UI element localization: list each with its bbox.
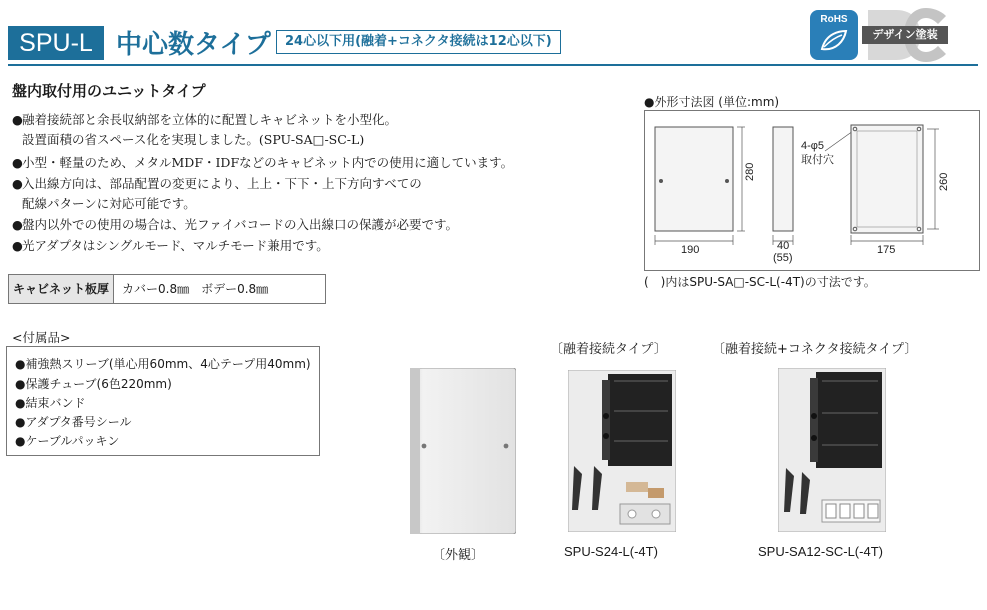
exterior-caption: 〔外観〕: [432, 547, 485, 562]
accessories-heading: <付属品>: [12, 330, 71, 345]
feature-line: [12, 236, 329, 254]
back-view-outline: [851, 125, 923, 233]
fusion-type-photo: [568, 370, 676, 532]
front-screw-right: [725, 179, 729, 183]
leaf-icon: [818, 27, 850, 55]
page-subtitle: 24心以下用(融着+コネクタ接続は12心以下): [276, 30, 561, 54]
front-view-outline: [655, 127, 733, 231]
rohs-logo: [810, 10, 858, 60]
header-divider: [8, 64, 978, 66]
bullet: ●: [12, 155, 23, 170]
feature-text: 小型・軽量のため、メタルMDF・IDFなどのキャビネット内での使用に適しています。: [22, 155, 514, 170]
dimension-svg: [645, 111, 979, 270]
dim-side-depth: 40: [777, 240, 790, 252]
fusion-type-title: 〔融着接続タイプ〕: [550, 342, 667, 357]
exterior-photo: [410, 368, 516, 534]
bullet: ●: [12, 217, 23, 232]
bullet: ●: [12, 112, 23, 127]
cabinet-thickness-table: [8, 274, 326, 304]
feature-line: [12, 130, 364, 148]
feature-line: [12, 194, 196, 212]
feature-line: [12, 153, 513, 171]
dimension-note: ( )内はSPU-SA□-SC-L(-4T)の寸法です。: [644, 275, 876, 289]
combo-type-title: 〔融着接続+コネクタ接続タイプ〕: [712, 342, 918, 357]
page-title: 中心数タイプ: [116, 30, 271, 60]
feature-line: [12, 215, 458, 233]
rohs-label: RoHS: [820, 14, 848, 25]
combo-type-photo: [778, 368, 886, 532]
feature-line: [12, 174, 422, 192]
feature-heading: 盤内取付用のユニットタイプ: [12, 82, 206, 100]
feature-text: 盤内以外での使用の場合は、光ファイバコードの入出線口の保護が必要です。: [22, 217, 459, 232]
thickness-label: キャビネット板厚: [9, 275, 114, 303]
design-paint-label: デザイン塗装: [862, 26, 948, 44]
thickness-value: カバー0.8㎜ ボデー0.8㎜: [122, 282, 269, 296]
accessory-item: ●補強熱スリーブ(単心用60mm、4心テープ用40mm): [15, 357, 311, 371]
feature-text: 融着接続部と余長収納部を立体的に配置しキャビネットを小型化。: [22, 112, 398, 127]
front-screw-left: [659, 179, 663, 183]
dimension-caption: ●外形寸法図 (単位:mm): [644, 95, 780, 109]
feature-text: 設置面積の省スペース化を実現しました。(SPU-SA□-SC-L): [22, 132, 365, 147]
accessory-item: ●結束バンド: [15, 396, 86, 410]
feature-line: [12, 110, 397, 128]
design-paint-logo: [862, 6, 948, 64]
combo-type-caption: SPU-SA12-SC-L(-4T): [758, 544, 883, 559]
side-view-outline: [773, 127, 793, 231]
dim-front-width: 190: [681, 244, 700, 256]
feature-text: 入出線方向は、部品配置の変更により、上上・下下・上下方向すべての: [22, 176, 422, 191]
accessory-item: ●アダプタ番号シール: [15, 415, 132, 429]
feature-text: 光アダプタはシングルモード、マルチモード兼用です。: [22, 238, 329, 253]
dim-side-depth-alt: (55): [773, 252, 793, 264]
dim-front-height: 280: [744, 162, 756, 181]
dim-hole-sub: 取付穴: [801, 154, 834, 166]
bullet: ●: [12, 176, 23, 191]
feature-text: 配線パターンに対応可能です。: [22, 196, 196, 211]
model-badge: SPU-L: [8, 26, 104, 60]
dim-back-width: 175: [877, 244, 896, 256]
bullet: ●: [12, 238, 23, 253]
dim-back-height: 260: [938, 172, 950, 191]
dimension-drawing: [644, 110, 980, 271]
accessories-box: [6, 346, 320, 456]
accessory-item: ●ケーブルパッキン: [15, 434, 120, 448]
fusion-type-caption: SPU-S24-L(-4T): [564, 544, 658, 559]
accessory-item: ●保護チューブ(6色220mm): [15, 377, 172, 391]
dim-hole-label: 4-φ5: [801, 140, 825, 152]
